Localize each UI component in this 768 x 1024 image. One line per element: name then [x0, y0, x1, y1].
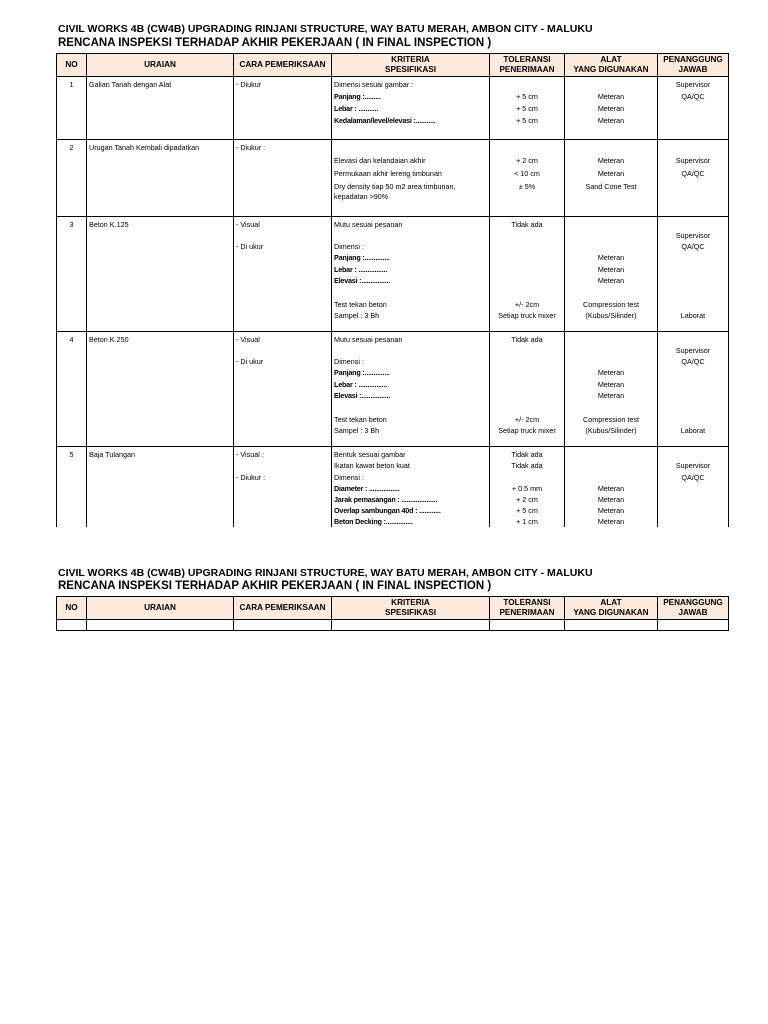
row-pj: QA/QC	[681, 169, 705, 178]
row-uraian: Urugan Tanah Kembali dipadatkan	[89, 143, 200, 152]
row-toleransi: + 5 cm	[516, 116, 538, 125]
row-toleransi: Tidak ada	[511, 335, 543, 344]
table-row	[57, 620, 729, 631]
row-alat: Sand Cone Test	[585, 182, 637, 191]
row-pj: Supervisor	[675, 231, 711, 240]
row-alat: Meteran	[597, 380, 625, 389]
row-kriteria: Panjang :.........	[334, 92, 381, 101]
row-kriteria: Panjang :..............	[334, 368, 390, 377]
col-pj: PENANGGUNG JAWAB	[658, 54, 729, 77]
row-kriteria: Elevasi :................	[334, 391, 391, 400]
row-alat: Meteran	[597, 506, 625, 515]
col-toleransi: TOLERANSI PENERIMAAN	[490, 54, 565, 77]
row-toleransi: ± 5%	[518, 182, 536, 191]
row-alat: Meteran	[597, 92, 625, 101]
plan-title: RENCANA INSPEKSI TERHADAP AKHIR PEKERJAAN ( IN FINAL INSPECTION )	[58, 37, 492, 49]
row-kriteria: Sampel : 3 Bh	[334, 426, 380, 435]
row-kriteria: Beton Decking :...............	[334, 517, 413, 526]
row-alat: Meteran	[597, 265, 625, 274]
row-toleransi: + 5 cm	[516, 104, 538, 113]
row-alat: (Kubus/Silinder)	[585, 311, 637, 320]
inspection-table	[56, 53, 729, 527]
row-cara: - Visual	[236, 220, 260, 229]
row-kriteria: Elevasi dan kelandaian akhir	[334, 156, 426, 165]
row-pj: QA/QC	[681, 242, 705, 251]
row-no: 2	[69, 143, 74, 152]
row-uraian: Baja Tulangan	[89, 450, 135, 459]
row-kriteria: Lebar : ................	[334, 265, 388, 274]
row-no: 5	[69, 450, 74, 459]
row-uraian: Beton K.250	[89, 335, 129, 344]
inspection-table-2	[56, 596, 729, 631]
row-kriteria: Kedalaman/level/elevasi :...........	[334, 116, 436, 125]
row-pj: Laborat	[680, 426, 706, 435]
row-no: 4	[69, 335, 74, 344]
row-cara: - Diukur :	[236, 143, 266, 152]
row-alat: Meteran	[597, 104, 625, 113]
row-kriteria: Dimensi :	[334, 473, 364, 482]
row-toleransi: +/- 2cm	[514, 415, 540, 424]
col-kriteria: KRITERIA SPESIFIKASI	[332, 597, 490, 620]
row-toleransi: Tidak ada	[511, 220, 543, 229]
row-cara: - Visual	[236, 335, 260, 344]
row-kriteria: Dimensi :	[334, 357, 364, 366]
row-kriteria: Dry density tiap 50 m2 area timbunan,	[334, 182, 456, 191]
row-toleransi: + 5 cm	[516, 506, 538, 515]
row-kriteria: Test tekan beton	[334, 415, 387, 424]
row-cara: - Di ukur	[236, 242, 264, 251]
col-cara: CARA PEMERIKSAAN	[234, 54, 332, 77]
row-pj: Supervisor	[675, 461, 711, 470]
row-cara: - Diukur	[236, 80, 262, 89]
row-alat: Meteran	[597, 495, 625, 504]
row-alat: Compression test	[583, 415, 639, 424]
row-toleransi: + 5 cm	[516, 92, 538, 101]
row-pj: QA/QC	[681, 357, 705, 366]
row-no: 1	[69, 80, 74, 89]
row-alat: Meteran	[597, 116, 625, 125]
row-toleransi: Setiap truck mixer	[498, 426, 556, 435]
row-toleransi: + 0.5 mm	[511, 484, 543, 493]
row-kriteria: Lebar : ...........	[334, 104, 379, 113]
table-row	[57, 447, 729, 527]
row-toleransi: < 10 cm	[514, 169, 540, 178]
col-uraian: URAIAN	[87, 54, 234, 77]
row-kriteria: Jarak pemasangan : ....................	[334, 495, 438, 504]
row-kriteria: Overlap sambungan 40d : ............	[334, 506, 441, 515]
row-toleransi: + 2 cm	[516, 156, 538, 165]
col-alat: ALAT YANG DIGUNAKAN	[565, 597, 658, 620]
row-kriteria: Mutu sesuai pesanan	[334, 335, 403, 344]
row-kriteria: Mutu sesuai pesanan	[334, 220, 403, 229]
row-pj: Supervisor	[675, 80, 711, 89]
row-uraian: Galian Tanah dengan Alat	[89, 80, 172, 89]
row-pj: Laborat	[680, 311, 706, 320]
col-toleransi: TOLERANSI PENERIMAAN	[490, 597, 565, 620]
row-kriteria: Sampel : 3 Bh	[334, 311, 380, 320]
table-header-row	[57, 54, 729, 77]
row-cara: - Di ukur	[236, 357, 264, 366]
project-title-2: CIVIL WORKS 4B (CW4B) UPGRADING RINJANI STRUCTURE, WAY BATU MERAH, AMBON CITY - MALUKU	[58, 567, 593, 579]
row-cara: - Diukur :	[236, 473, 266, 482]
row-pj: QA/QC	[681, 473, 705, 482]
row-no: 3	[69, 220, 74, 229]
col-no: NO	[57, 54, 87, 77]
row-uraian: Beton K.125	[89, 220, 129, 229]
row-alat: Meteran	[597, 484, 625, 493]
row-toleransi: + 2 cm	[516, 495, 538, 504]
row-kriteria: Ikatan kawat beton kuat	[334, 461, 410, 470]
row-kriteria: Dimensi :	[334, 242, 364, 251]
row-kriteria: Elevasi :................	[334, 276, 391, 285]
row-alat: Meteran	[597, 253, 625, 262]
row-toleransi: +/- 2cm	[514, 300, 540, 309]
row-alat: Meteran	[597, 156, 625, 165]
col-no: NO	[57, 597, 87, 620]
table-row	[57, 77, 729, 140]
row-toleransi: Tidak ada	[511, 461, 543, 470]
row-alat: (Kubus/Silinder)	[585, 426, 637, 435]
row-kriteria: Lebar : ................	[334, 380, 388, 389]
row-kriteria: Diameter : .................	[334, 484, 400, 493]
col-uraian: URAIAN	[87, 597, 234, 620]
table-row	[57, 217, 729, 332]
row-kriteria: Dimensi sesuai gambar :	[334, 80, 414, 89]
col-cara: CARA PEMERIKSAAN	[234, 597, 332, 620]
row-kriteria: Bentuk sesuai gambar	[334, 450, 406, 459]
row-alat: Meteran	[597, 276, 625, 285]
row-toleransi: Setiap truck mixer	[498, 311, 556, 320]
project-title: CIVIL WORKS 4B (CW4B) UPGRADING RINJANI STRUCTURE, WAY BATU MERAH, AMBON CITY - MALUKU	[58, 23, 593, 35]
row-toleransi: Tidak ada	[511, 450, 543, 459]
table-row	[57, 140, 729, 217]
row-kriteria: Panjang :..............	[334, 253, 390, 262]
row-kriteria: Test tekan beton	[334, 300, 387, 309]
col-pj: PENANGGUNG JAWAB	[658, 597, 729, 620]
row-toleransi: + 1 cm	[516, 517, 538, 526]
row-pj: QA/QC	[681, 92, 705, 101]
row-alat: Meteran	[597, 517, 625, 526]
row-pj: Supervisor	[675, 156, 711, 165]
plan-title-2: RENCANA INSPEKSI TERHADAP AKHIR PEKERJAAN ( IN FINAL INSPECTION )	[58, 580, 492, 592]
row-kriteria: Permukaan akhir lereng timbunan	[334, 169, 442, 178]
row-alat: Meteran	[597, 368, 625, 377]
row-alat: Compression test	[583, 300, 639, 309]
table-row	[57, 332, 729, 447]
table-header-row	[57, 597, 729, 620]
col-kriteria: KRITERIA SPESIFIKASI	[332, 54, 490, 77]
col-alat: ALAT YANG DIGUNAKAN	[565, 54, 658, 77]
row-alat: Meteran	[597, 391, 625, 400]
row-pj: Supervisor	[675, 346, 711, 355]
row-cara: - Visual :	[236, 450, 264, 459]
row-kriteria: kepadatan >90%	[334, 192, 389, 201]
row-alat: Meteran	[597, 169, 625, 178]
